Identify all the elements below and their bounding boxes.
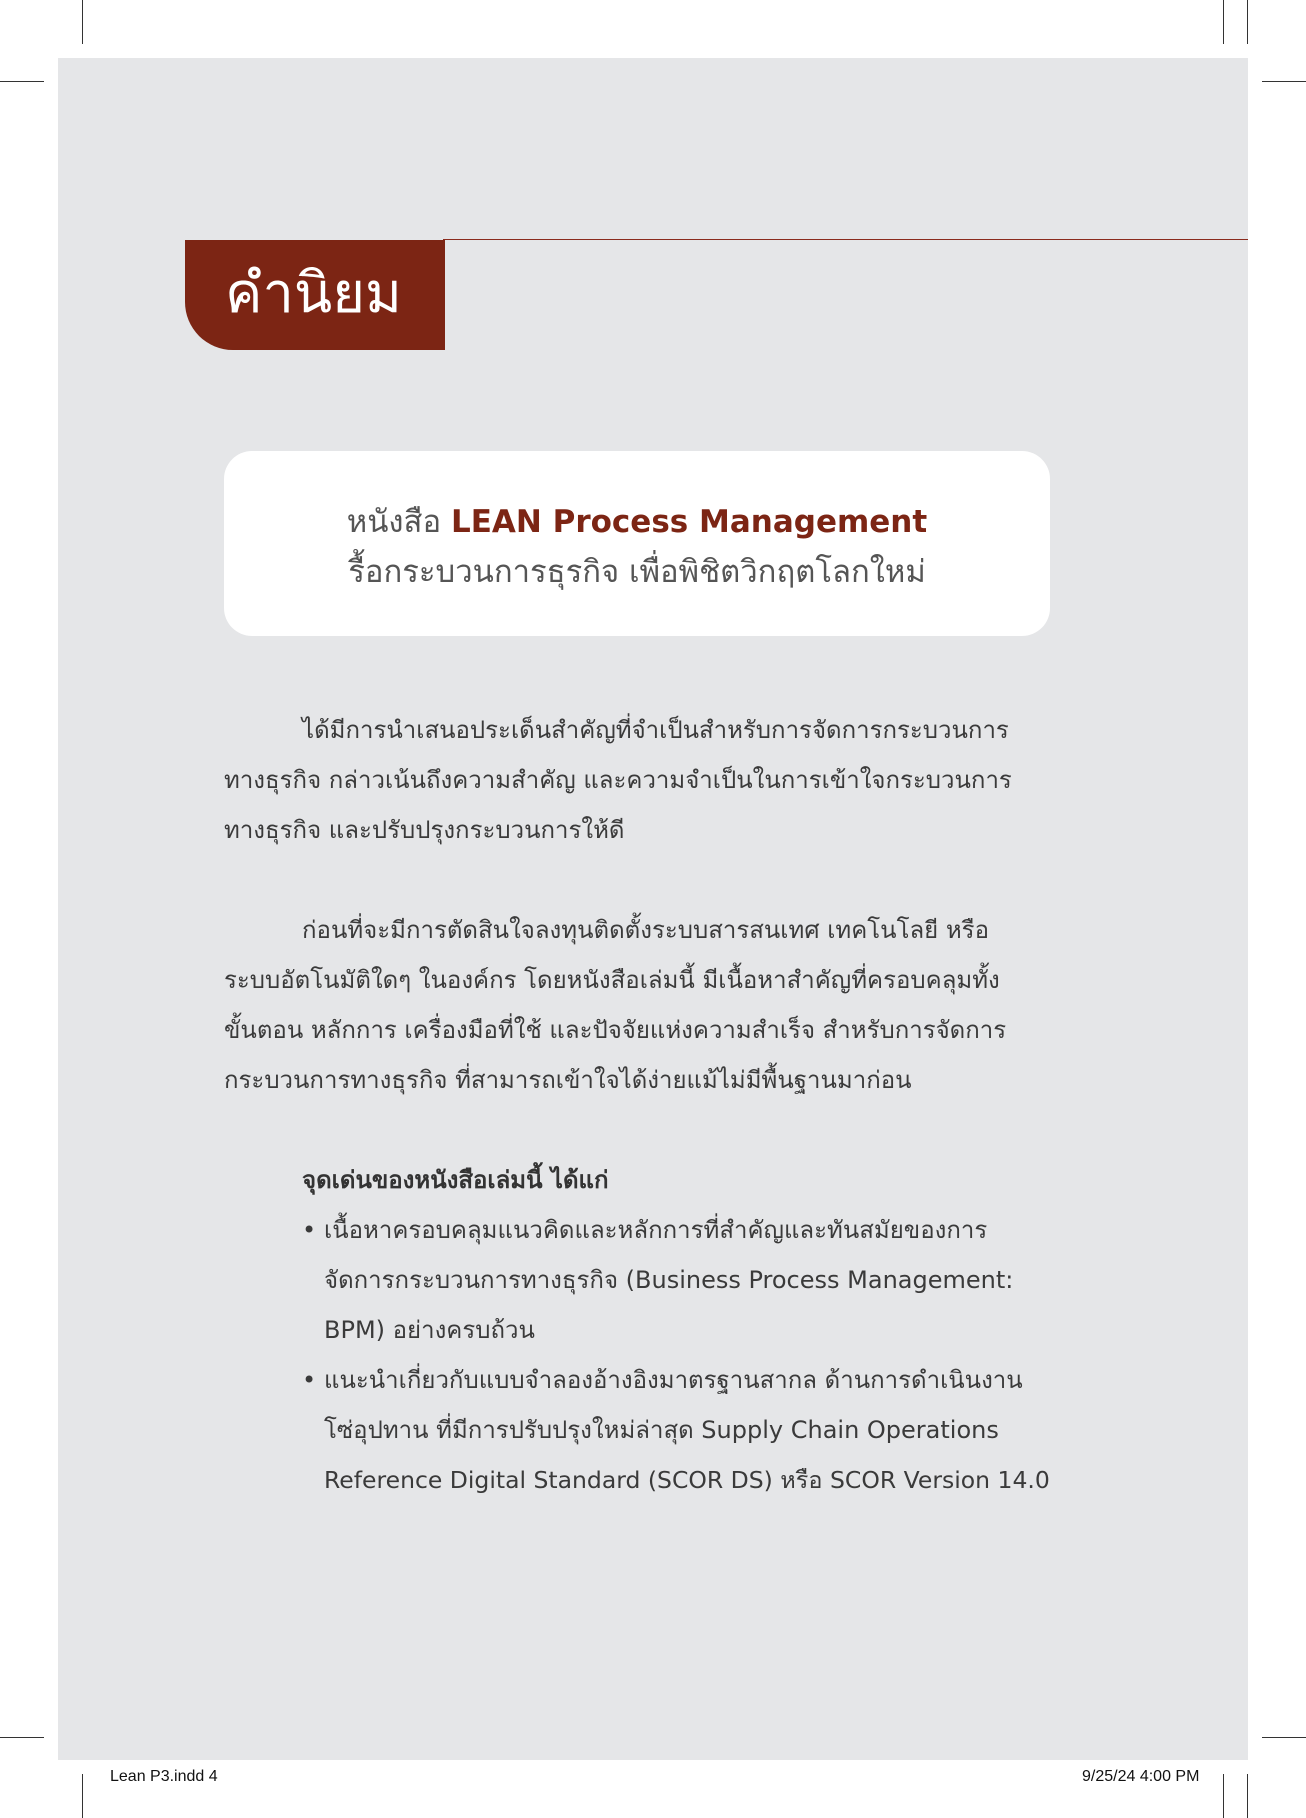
crop-mark (1262, 81, 1306, 82)
crop-mark (0, 1737, 44, 1738)
header-rule (443, 239, 1248, 240)
intro-subtitle: รื้อกระบวนการธุรกิจ เพื่อพิชิตวิกฤตโลกใหม่ (348, 554, 926, 590)
list-item (302, 1205, 1050, 1355)
paragraph-line: ทางธุรกิจ และปรับปรุงกระบวนการให้ดี (224, 816, 625, 844)
footer-timestamp: 9/25/24 4:00 PM (1082, 1768, 1200, 1785)
list-item-line: BPM) อย่างครบถ้วน (324, 1316, 535, 1344)
paragraph-line: ทางธุรกิจ กล่าวเน้นถึงความสำคัญ และความจำเป็นในการเข้าใจกระบวนการ (224, 766, 1012, 794)
crop-mark (1262, 1737, 1306, 1738)
page-title: คำนิยม (225, 261, 402, 326)
intro-card (224, 451, 1050, 636)
crop-mark (1223, 0, 1224, 44)
section-title-tab (185, 240, 445, 350)
bullet-icon: • (302, 1216, 317, 1244)
book-title: LEAN Process Management (450, 504, 928, 540)
paragraph-line: กระบวนการทางธุรกิจ ที่สามารถเข้าใจได้ง่ายแม้ไม่มีพื้นฐานมาก่อน (224, 1066, 912, 1094)
paragraph-line: ก่อนที่จะมีการตัดสินใจลงทุนติดตั้งระบบสารสนเทศ เทคโนโลยี หรือ (302, 916, 989, 944)
list-item-line: เนื้อหาครอบคลุมแนวคิดและหลักการที่สำคัญและทันสมัยของการ (324, 1216, 988, 1244)
crop-mark (1247, 1774, 1248, 1818)
highlights-heading: จุดเด่นของหนังสือเล่มนี้ ได้แก่ (302, 1166, 609, 1194)
highlights-list (302, 1205, 1050, 1505)
intro-title-line (224, 497, 1050, 547)
intro-prefix: หนังสือ (346, 504, 451, 540)
list-item (302, 1355, 1050, 1505)
crop-mark (1223, 1774, 1224, 1818)
footer-file-label: Lean P3.indd 4 (110, 1768, 218, 1785)
list-item-line: Reference Digital Standard (SCOR DS) หรือ SCOR Version 14.0 (324, 1466, 1050, 1494)
list-item-line: โซ่อุปทาน ที่มีการปรับปรุงใหม่ล่าสุด Supply Chain Operations (324, 1416, 999, 1444)
paragraph-line: ขั้นตอน หลักการ เครื่องมือที่ใช้ และปัจจัยแห่งความสำเร็จ สำหรับการจัดการ (224, 1016, 1007, 1044)
crop-mark (1247, 0, 1248, 44)
crop-mark (82, 0, 83, 44)
paragraph-line: ระบบอัตโนมัติใดๆ ในองค์กร โดยหนังสือเล่มนี้ มีเนื้อหาสำคัญที่ครอบคลุมทั้ง (224, 966, 1000, 994)
bullet-icon: • (302, 1366, 317, 1394)
paragraph-1 (224, 705, 1050, 855)
list-item-line: จัดการกระบวนการทางธุรกิจ (Business Process Management: (324, 1266, 1014, 1294)
crop-mark (0, 81, 44, 82)
list-item-line: แนะนำเกี่ยวกับแบบจำลองอ้างอิงมาตรฐานสากล ด้านการดำเนินงาน (324, 1366, 1023, 1394)
paragraph-line: ได้มีการนำเสนอประเด็นสำคัญที่จำเป็นสำหรับการจัดการกระบวนการ (302, 716, 1009, 744)
paragraph-2 (224, 905, 1050, 1105)
crop-mark (82, 1774, 83, 1818)
